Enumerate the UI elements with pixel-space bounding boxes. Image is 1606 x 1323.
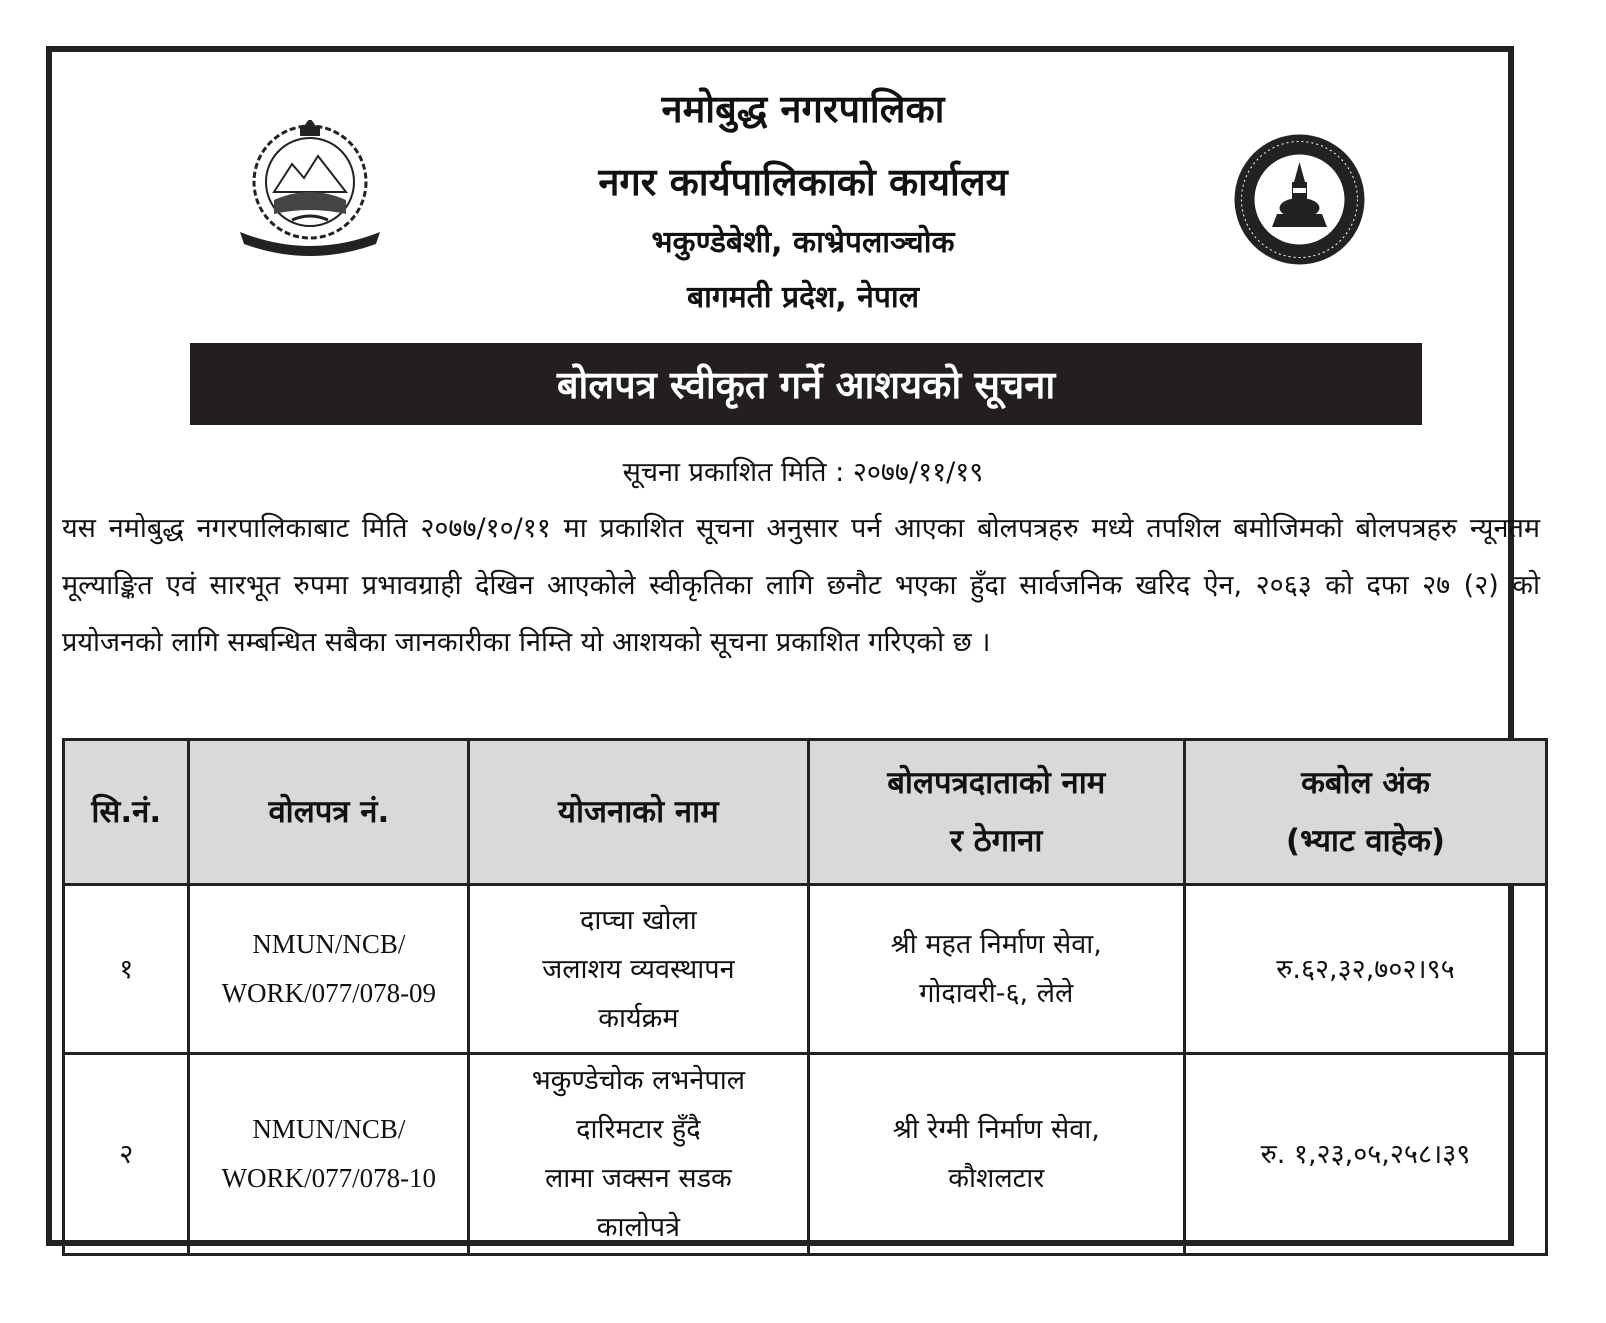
office-name: नगर कार्यपालिकाको कार्यालय — [598, 160, 1008, 204]
bid-no-line2: WORK/077/078-10 — [221, 1163, 437, 1193]
header-project: योजनाको नाम — [469, 740, 808, 885]
cell-project — [469, 1054, 808, 1255]
header-sn: सि.नं. — [64, 740, 189, 885]
header-amount-line1: कबोल अंक — [1301, 765, 1430, 801]
cell-sn: २ — [64, 1054, 189, 1255]
bid-table — [62, 738, 1548, 1256]
cell-amount: रु. १,२३,०५,२५८।३९ — [1184, 1054, 1546, 1255]
header-amount — [1184, 740, 1546, 885]
cell-bidder — [808, 1054, 1184, 1255]
municipality-name: नमोबुद्ध नगरपालिका — [661, 87, 945, 131]
project-line: भकुण्डेचोक लभनेपाल — [531, 1065, 746, 1096]
project-line: लामा जक्सन सडक — [544, 1163, 732, 1194]
province-country: बागमती प्रदेश, नेपाल — [686, 280, 920, 315]
header-bid-no: वोलपत्र नं. — [189, 740, 469, 885]
cell-project — [469, 885, 808, 1054]
notice-body: यस नमोबुद्ध नगरपालिकाबाट मिति २०७७/१०/११ मा प्रकाशित सूचना अनुसार पर्न आएका बोलपत्रहरु मध्ये तपशिल बमोजिमको बोलपत्रहरु न्यूनतम मूल्याङ्कित एवं सारभूत रुपमा प्रभावग्राही देखिन आएकोले स्वीकृतिका लागि छनौट भएका हुँदा सार्वजनिक खरिद ऐन, २०६३ को दफा २७ (२) को प्रयोजनको लागि सम्बन्धित सबैका जानकारीका निम्ति यो आशयको सूचना प्रकाशित गरिएको छ । — [62, 513, 1540, 658]
header-bidder-line2: र ठेगाना — [950, 823, 1043, 859]
project-line: कालोपत्रे — [596, 1212, 681, 1243]
project-line: कार्यक्रम — [598, 1002, 679, 1034]
header-bidder-line1: बोलपत्रदाताको नाम — [887, 765, 1106, 801]
publish-date: सूचना प्रकाशित मिति : २०७७/११/१९ — [622, 457, 984, 488]
bid-no-line1: NMUN/NCB/ — [252, 1114, 406, 1144]
cell-sn: १ — [64, 885, 189, 1054]
table-row — [64, 885, 1547, 1054]
header-amount-line2: (भ्याट वाहेक) — [1285, 823, 1446, 859]
table-row — [64, 1054, 1547, 1255]
cell-amount: रु.६२,३२,७०२।९५ — [1184, 885, 1546, 1054]
notice-title-banner — [190, 343, 1422, 425]
bidder-address: कौशलटार — [948, 1163, 1045, 1194]
project-line: दाप्चा खोला — [580, 904, 697, 936]
bid-no-line1: NMUN/NCB/ — [252, 929, 406, 959]
office-address: भकुण्डेबेशी, काभ्रेपलाञ्चोक — [651, 225, 955, 260]
bidder-name: श्री रेग्मी निर्माण सेवा, — [892, 1114, 1100, 1145]
bidder-address: गोदावरी-६, लेले — [919, 978, 1074, 1009]
cell-bid-no — [189, 885, 469, 1054]
project-line: जलाशय व्यवस्थापन — [542, 953, 735, 985]
cell-bidder — [808, 885, 1184, 1054]
header-bidder — [808, 740, 1184, 885]
notice-title: बोलपत्र स्वीकृत गर्ने आशयको सूचना — [556, 363, 1056, 407]
bidder-name: श्री महत निर्माण सेवा, — [890, 929, 1102, 960]
table-header-row — [64, 740, 1547, 885]
bid-no-line2: WORK/077/078-09 — [221, 978, 437, 1008]
cell-bid-no — [189, 1054, 469, 1255]
project-line: दारिमटार हुँदै — [576, 1114, 701, 1145]
